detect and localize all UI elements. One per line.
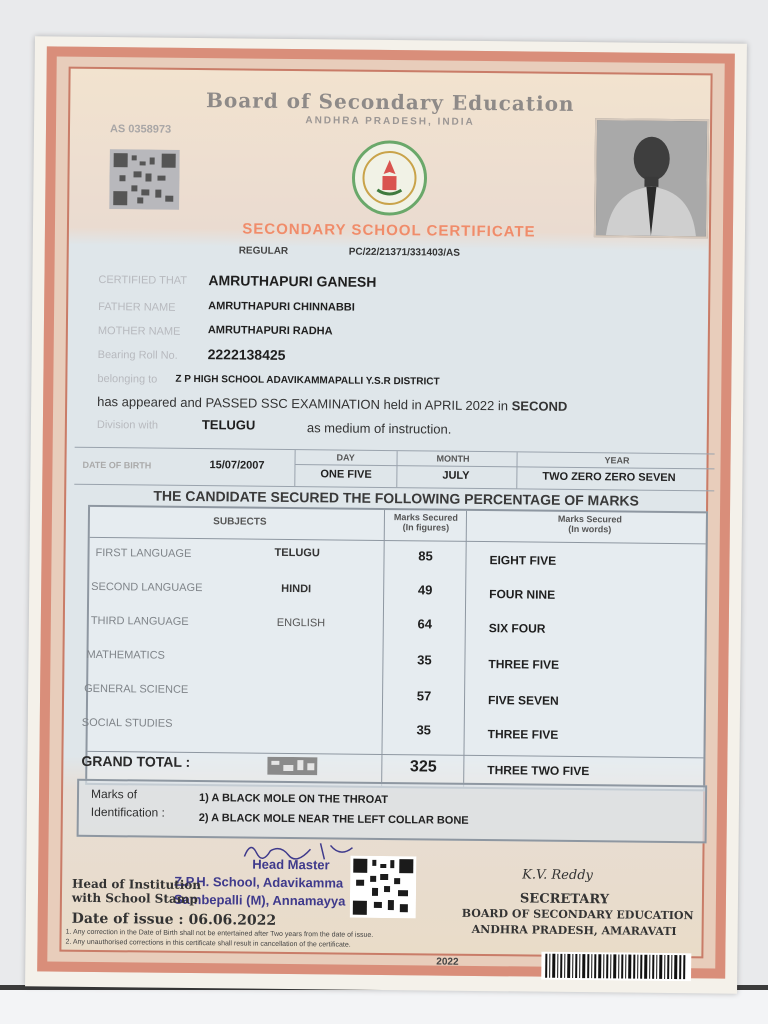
certificate-code: PC/22/21371/331403/AS [348, 246, 460, 259]
certificate-type: REGULAR [238, 245, 289, 257]
ident-mark-1: 1) A BLACK MOLE ON THE THROAT [198, 792, 389, 807]
subject-label: THIRD LANGUAGE [90, 614, 189, 628]
secretary-signature: K.V. Reddy [522, 867, 593, 884]
secretary-title: SECRETARY [519, 891, 610, 908]
mother-name: AMRUTHAPURI RADHA [207, 324, 333, 338]
qr-code-icon [350, 856, 417, 919]
identification-box [77, 779, 708, 844]
marks-heading: THE CANDIDATE SECURED THE FOLLOWING PERCENTAGE OF MARKS [153, 487, 640, 509]
dob-month: JULY [442, 469, 470, 482]
dob-year: TWO ZERO ZERO SEVEN [542, 470, 676, 485]
division: SECOND [511, 398, 568, 414]
head-of-institution-1: Head of Institution [72, 876, 202, 893]
marks-table [81, 505, 708, 791]
ident-label-1: Marks of [90, 786, 138, 802]
certificate-title: SECONDARY SCHOOL CERTIFICATE [242, 220, 536, 241]
subject-label: FIRST LANGUAGE [95, 546, 192, 560]
board-title: Board of Secondary Education [205, 88, 575, 116]
candidate-name: AMRUTHAPURI GANESH [208, 272, 377, 290]
grand-total-words: THREE TWO FIVE [487, 763, 590, 779]
subject-label: SOCIAL STUDIES [81, 716, 173, 730]
field-label-roll: Bearing Roll No. [97, 348, 178, 362]
school-name: Z P HIGH SCHOOL ADAVIKAMMAPALLI Y.S.R DISTRICT [175, 373, 440, 388]
subject-label: GENERAL SCIENCE [84, 682, 189, 696]
certificate-year: 2022 [436, 956, 459, 968]
subject-marks: 64 [417, 616, 433, 632]
dob-day-head: DAY [336, 452, 355, 463]
subject-marks-words: THREE FIVE [487, 727, 559, 742]
board-subtitle: ANDHRA PRADESH, INDIA [305, 115, 475, 128]
subject-marks-words: FOUR NINE [489, 587, 556, 602]
head-words: Marks Secured (In words) [557, 513, 623, 535]
subject-marks: 35 [417, 652, 432, 668]
subject-marks-words: FIVE SEVEN [487, 693, 559, 708]
school-stamp-line-2: Sambepalli (M), Annamayya [173, 891, 346, 909]
subject-name: ENGLISH [276, 616, 326, 630]
subject-name: HINDI [281, 582, 312, 596]
grand-total-label: GRAND TOTAL : [81, 752, 191, 770]
hologram-icon [267, 757, 317, 776]
state-emblem-icon [349, 138, 430, 219]
field-label-division: Division with [96, 418, 159, 432]
field-label-mother: MOTHER NAME [97, 324, 181, 338]
head-master-title: Head Master [252, 856, 330, 873]
dob-value: 15/07/2007 [209, 459, 265, 472]
subject-name: TELUGU [274, 546, 320, 560]
medium-suffix: as medium of instruction. [306, 420, 452, 437]
certificate-inner [59, 67, 712, 968]
field-label-school: belonging to [97, 372, 158, 386]
dob-label: DATE OF BIRTH [82, 459, 152, 471]
board-name: BOARD OF SECONDARY EDUCATION [461, 906, 694, 923]
subject-marks-words: EIGHT FIVE [489, 553, 557, 568]
dob-month-head: MONTH [436, 453, 470, 464]
dob-table [74, 447, 714, 492]
subject-marks: 85 [418, 548, 433, 564]
grand-total-figures: 325 [409, 758, 437, 776]
background-surface [0, 990, 768, 1024]
field-label-father: FATHER NAME [98, 300, 176, 314]
board-place: ANDHRA PRADESH, AMARAVATI [471, 922, 677, 939]
dob-day: ONE FIVE [320, 468, 372, 481]
date-of-issue: Date of issue : 06.06.2022 [71, 910, 277, 929]
subject-label: MATHEMATICS [86, 648, 165, 662]
certificate [37, 46, 735, 978]
head-subjects: SUBJECTS [213, 516, 267, 528]
field-label-certified: CERTIFIED THAT [98, 273, 188, 287]
ident-label-2: Identification : [90, 804, 165, 820]
candidate-photo [594, 118, 709, 238]
school-stamp-line-1: Z.P.H. School, Adavikamma [174, 873, 344, 891]
barcode-icon [541, 952, 691, 982]
subject-marks-words: SIX FOUR [488, 621, 546, 636]
reference-number: AS 0358973 [109, 123, 172, 136]
subject-marks: 49 [417, 582, 433, 598]
qr-code-icon [109, 149, 180, 210]
medium: TELUGU [201, 417, 256, 433]
head-of-institution-2: with School Stamp [71, 890, 198, 907]
footer-note-1: 1. Any correction in the Date of Birth shall not be entertained after Two years from the date of issue. [65, 928, 374, 939]
head-figures: Marks Secured (In figures) [393, 512, 459, 533]
roll-number: 2222138425 [207, 346, 286, 363]
ident-mark-2: 2) A BLACK MOLE NEAR THE LEFT COLLAR BONE [198, 812, 469, 827]
exam-line [97, 394, 567, 414]
subject-label: SECOND LANGUAGE [91, 580, 203, 595]
dob-year-head: YEAR [604, 455, 630, 466]
subject-marks-words: THREE FIVE [488, 657, 560, 672]
subject-marks: 35 [416, 722, 432, 738]
exam-line-text: has appeared and PASSED SSC EXAMINATION held in APRIL 2022 in [97, 393, 509, 414]
footer-note-2: 2. Any unauthorised corrections in this certificate shall result in cancellation of the certificate. [65, 938, 351, 949]
father-name: AMRUTHAPURI CHINNABBI [208, 300, 355, 314]
subject-marks: 57 [416, 688, 432, 704]
